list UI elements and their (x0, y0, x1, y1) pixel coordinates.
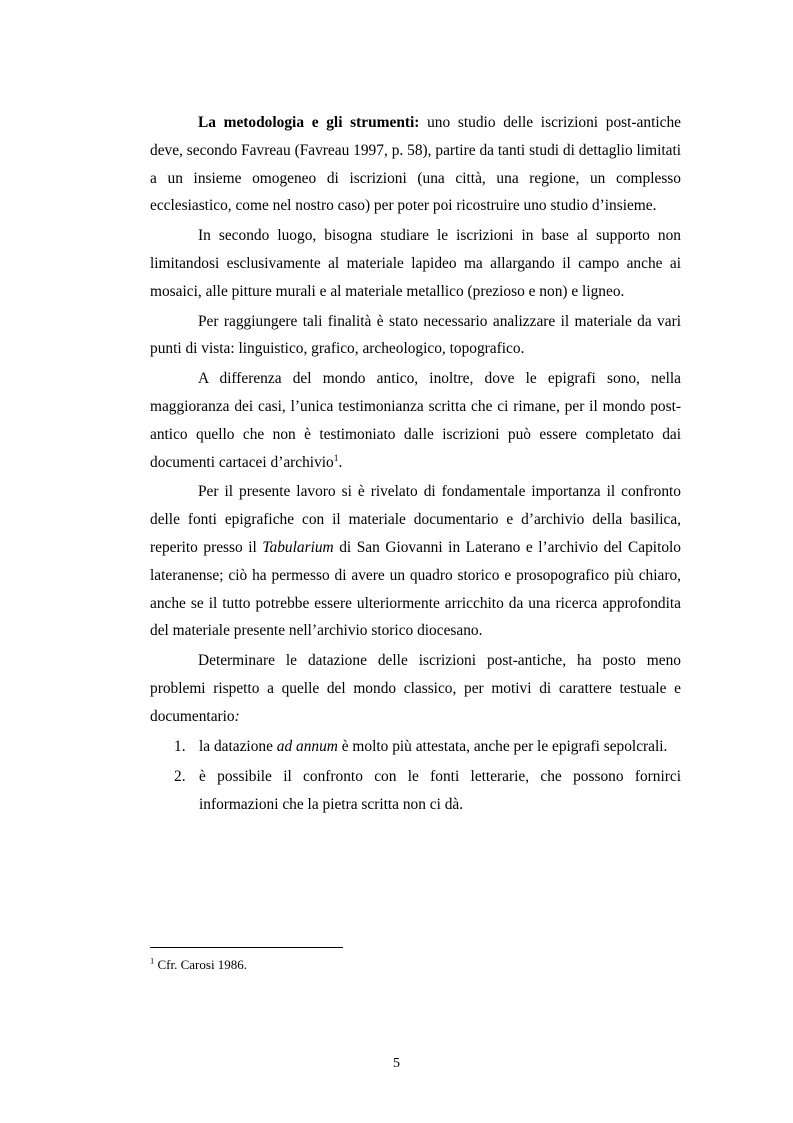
section-lead-heading: La metodologia e gli strumenti: (198, 114, 420, 131)
list-item (150, 733, 681, 761)
list-number: 1. (174, 737, 186, 755)
paragraph-methodology (150, 109, 681, 220)
footnote-marker: 1 (150, 955, 155, 966)
paragraph-text: Per il presente lavoro si è rivelato di fondamentale importanza il confronto delle fonti epigrafiche con il materiale documentario e d’archivio della basilica, reperito presso il (150, 483, 681, 556)
list-text: è possibile il confronto con le fonti letterarie, che possono fornirci informazioni che la pietra scritta non ci dà. (199, 768, 681, 814)
paragraph-text: Per raggiungere tali finalità è stato necessario analizzare il materiale da vari punti di vista: linguistico, grafico, archeologico, topografico. (150, 312, 681, 358)
paragraph-sources (150, 478, 681, 645)
list-number: 2. (174, 768, 186, 786)
list-text: è molto più attestata, anche per le epigrafi sepolcrali. (337, 737, 668, 755)
italic-term: Tabularium (262, 538, 334, 556)
numbered-list (150, 733, 681, 819)
italic-term: ad annum (276, 737, 338, 755)
footnote (150, 956, 247, 974)
body-text (150, 109, 681, 822)
paragraph-text: In secondo luogo, bisogna studiare le iscrizioni in base al supporto non limitandosi esclusivamente al materiale lapideo ma allargando il campo anche ai mosaici, alle pitture murali e al materiale metallico (prezioso e non) e ligneo. (150, 227, 681, 300)
paragraph-text: uno studio delle iscrizioni post-antiche deve, secondo Favreau (Favreau 1997, p. 58), partire da tanti studi di dettaglio limitati a un insieme omogeneo di iscrizioni (una città, una regione, un complesso ecclesiastico, come nel nostro caso) per poter poi ricostruire uno studio d’insieme. (150, 114, 681, 215)
page-number: 5 (393, 1056, 400, 1071)
footnote-divider (150, 947, 343, 948)
paragraph-text: A differenza del mondo antico, inoltre, dove le epigrafi sono, nella maggioranza dei casi, l’unica testimonianza scritta che ci rimane, per il mondo post-antico quello che non è testimoniato dalle iscrizioni può essere completato dai documenti cartacei d’archivio (150, 370, 681, 471)
paragraph-text: di San Giovanni in Laterano e l’archivio del Capitolo lateranense; ciò ha permesso di avere un quadro storico e prosopografico più chiaro, anche se il tutto potrebbe essere ulteriormente arricchito da una ricerca approfondita del materiale presente nell’archivio storico diocesano. (150, 538, 682, 640)
footnote-reference[interactable]: 1 (333, 453, 339, 464)
footnote-text: Cfr. Carosi 1986. (154, 957, 248, 972)
paragraph-end: : (234, 707, 240, 725)
paragraph-end: . (338, 453, 343, 471)
paragraph-archive-documents (150, 365, 681, 476)
list-item (150, 763, 681, 819)
paragraph-text: Determinare le datazione delle iscrizioni post-antiche, ha posto meno problemi rispetto a quelle del mondo classico, per motivi di carattere testuale e documentario (150, 652, 681, 725)
paragraph-aims (150, 308, 681, 364)
list-text: la datazione (199, 737, 277, 755)
paragraph-support (150, 222, 681, 305)
paragraph-dating (150, 647, 681, 730)
